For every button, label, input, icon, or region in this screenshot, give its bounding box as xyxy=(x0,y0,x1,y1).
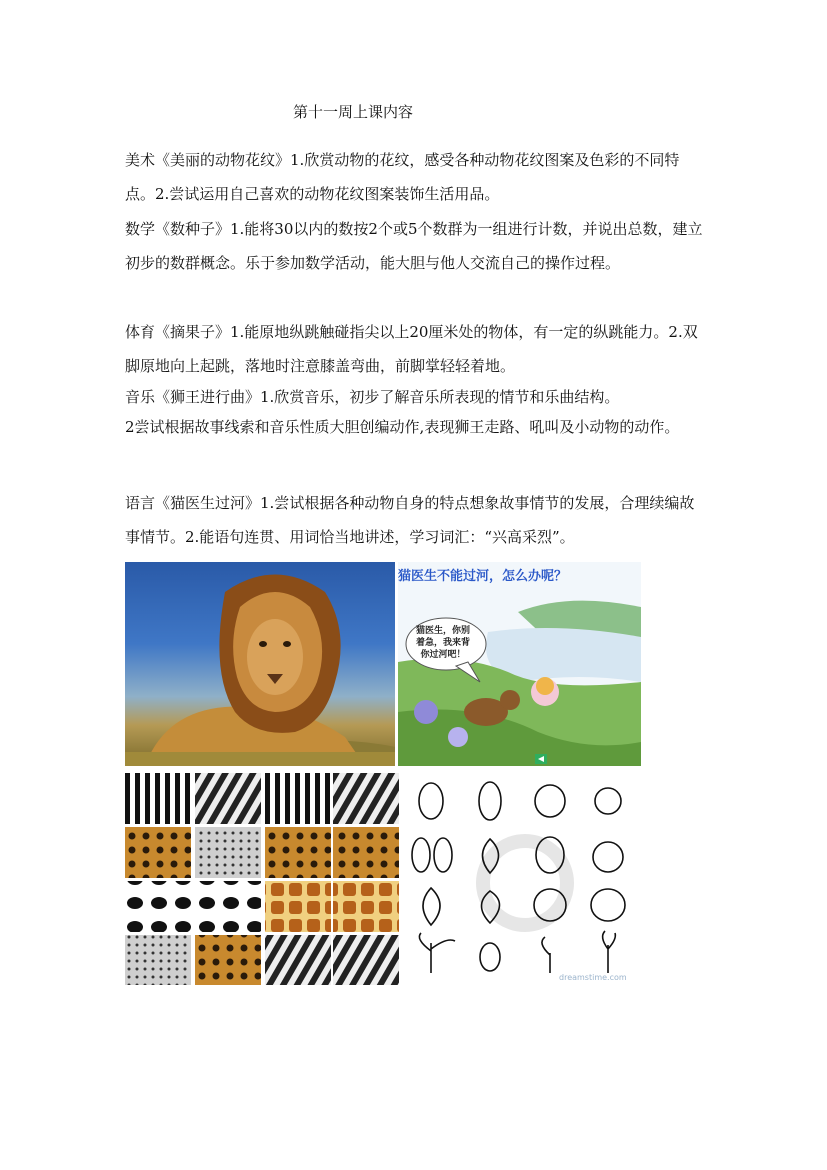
play-back-icon xyxy=(535,754,547,764)
paragraph-music: 音乐《狮王进行曲》1.欣赏音乐，初步了解音乐所表现的情节和乐曲结构。 xyxy=(125,388,620,406)
page-title: 第十一周上课内容 xyxy=(293,103,414,121)
seed-drawings-icon xyxy=(405,773,645,985)
paragraph-music-2: 2尝试根据故事线索和音乐性质大胆创编动作,表现狮王走路、吼叫及小动物的动作。 xyxy=(125,418,680,436)
animal-patterns-grid xyxy=(125,773,399,985)
lion-icon xyxy=(125,562,395,766)
paragraph-language: 语言《猫医生过河》1.尝试根据各种动物自身的特点想象故事情节的发展，合理续编故事情节。2.能语句连贯、用词恰当地讲述，学习词汇：“兴高采烈”。 xyxy=(125,494,695,546)
cartoon-caption: 猫医生不能过河，怎么办呢？ xyxy=(398,569,568,584)
cartoon-scene xyxy=(398,562,641,766)
seed-drawings xyxy=(405,773,645,985)
animal-patterns-icon xyxy=(125,773,399,985)
river-scene-icon xyxy=(398,562,641,766)
paragraph-math: 数学《数种子》1.能将30以内的数按2个或5个数群为一组进行计数，并说出总数，建立初步的数群概念。乐于参加数学活动，能大胆与他人交流自己的操作过程。 xyxy=(125,220,703,272)
speech-bubble-text: 猫医生，你别着急，我来背你过河吧！ xyxy=(415,626,470,660)
watermark-text: dreamstime.com xyxy=(559,973,627,982)
lion-photo xyxy=(125,562,395,766)
paragraph-pe: 体育《摘果子》1.能原地纵跳触碰指尖以上20厘米处的物体，有一定的纵跳能力。2.双脚原地向上起跳，落地时注意膝盖弯曲，前脚掌轻轻着地。 xyxy=(125,323,698,375)
paragraph-art: 美术《美丽的动物花纹》1.欣赏动物的花纹，感受各种动物花纹图案及色彩的不同特点。2.尝试运用自己喜欢的动物花纹图案装饰生活用品。 xyxy=(125,151,680,203)
